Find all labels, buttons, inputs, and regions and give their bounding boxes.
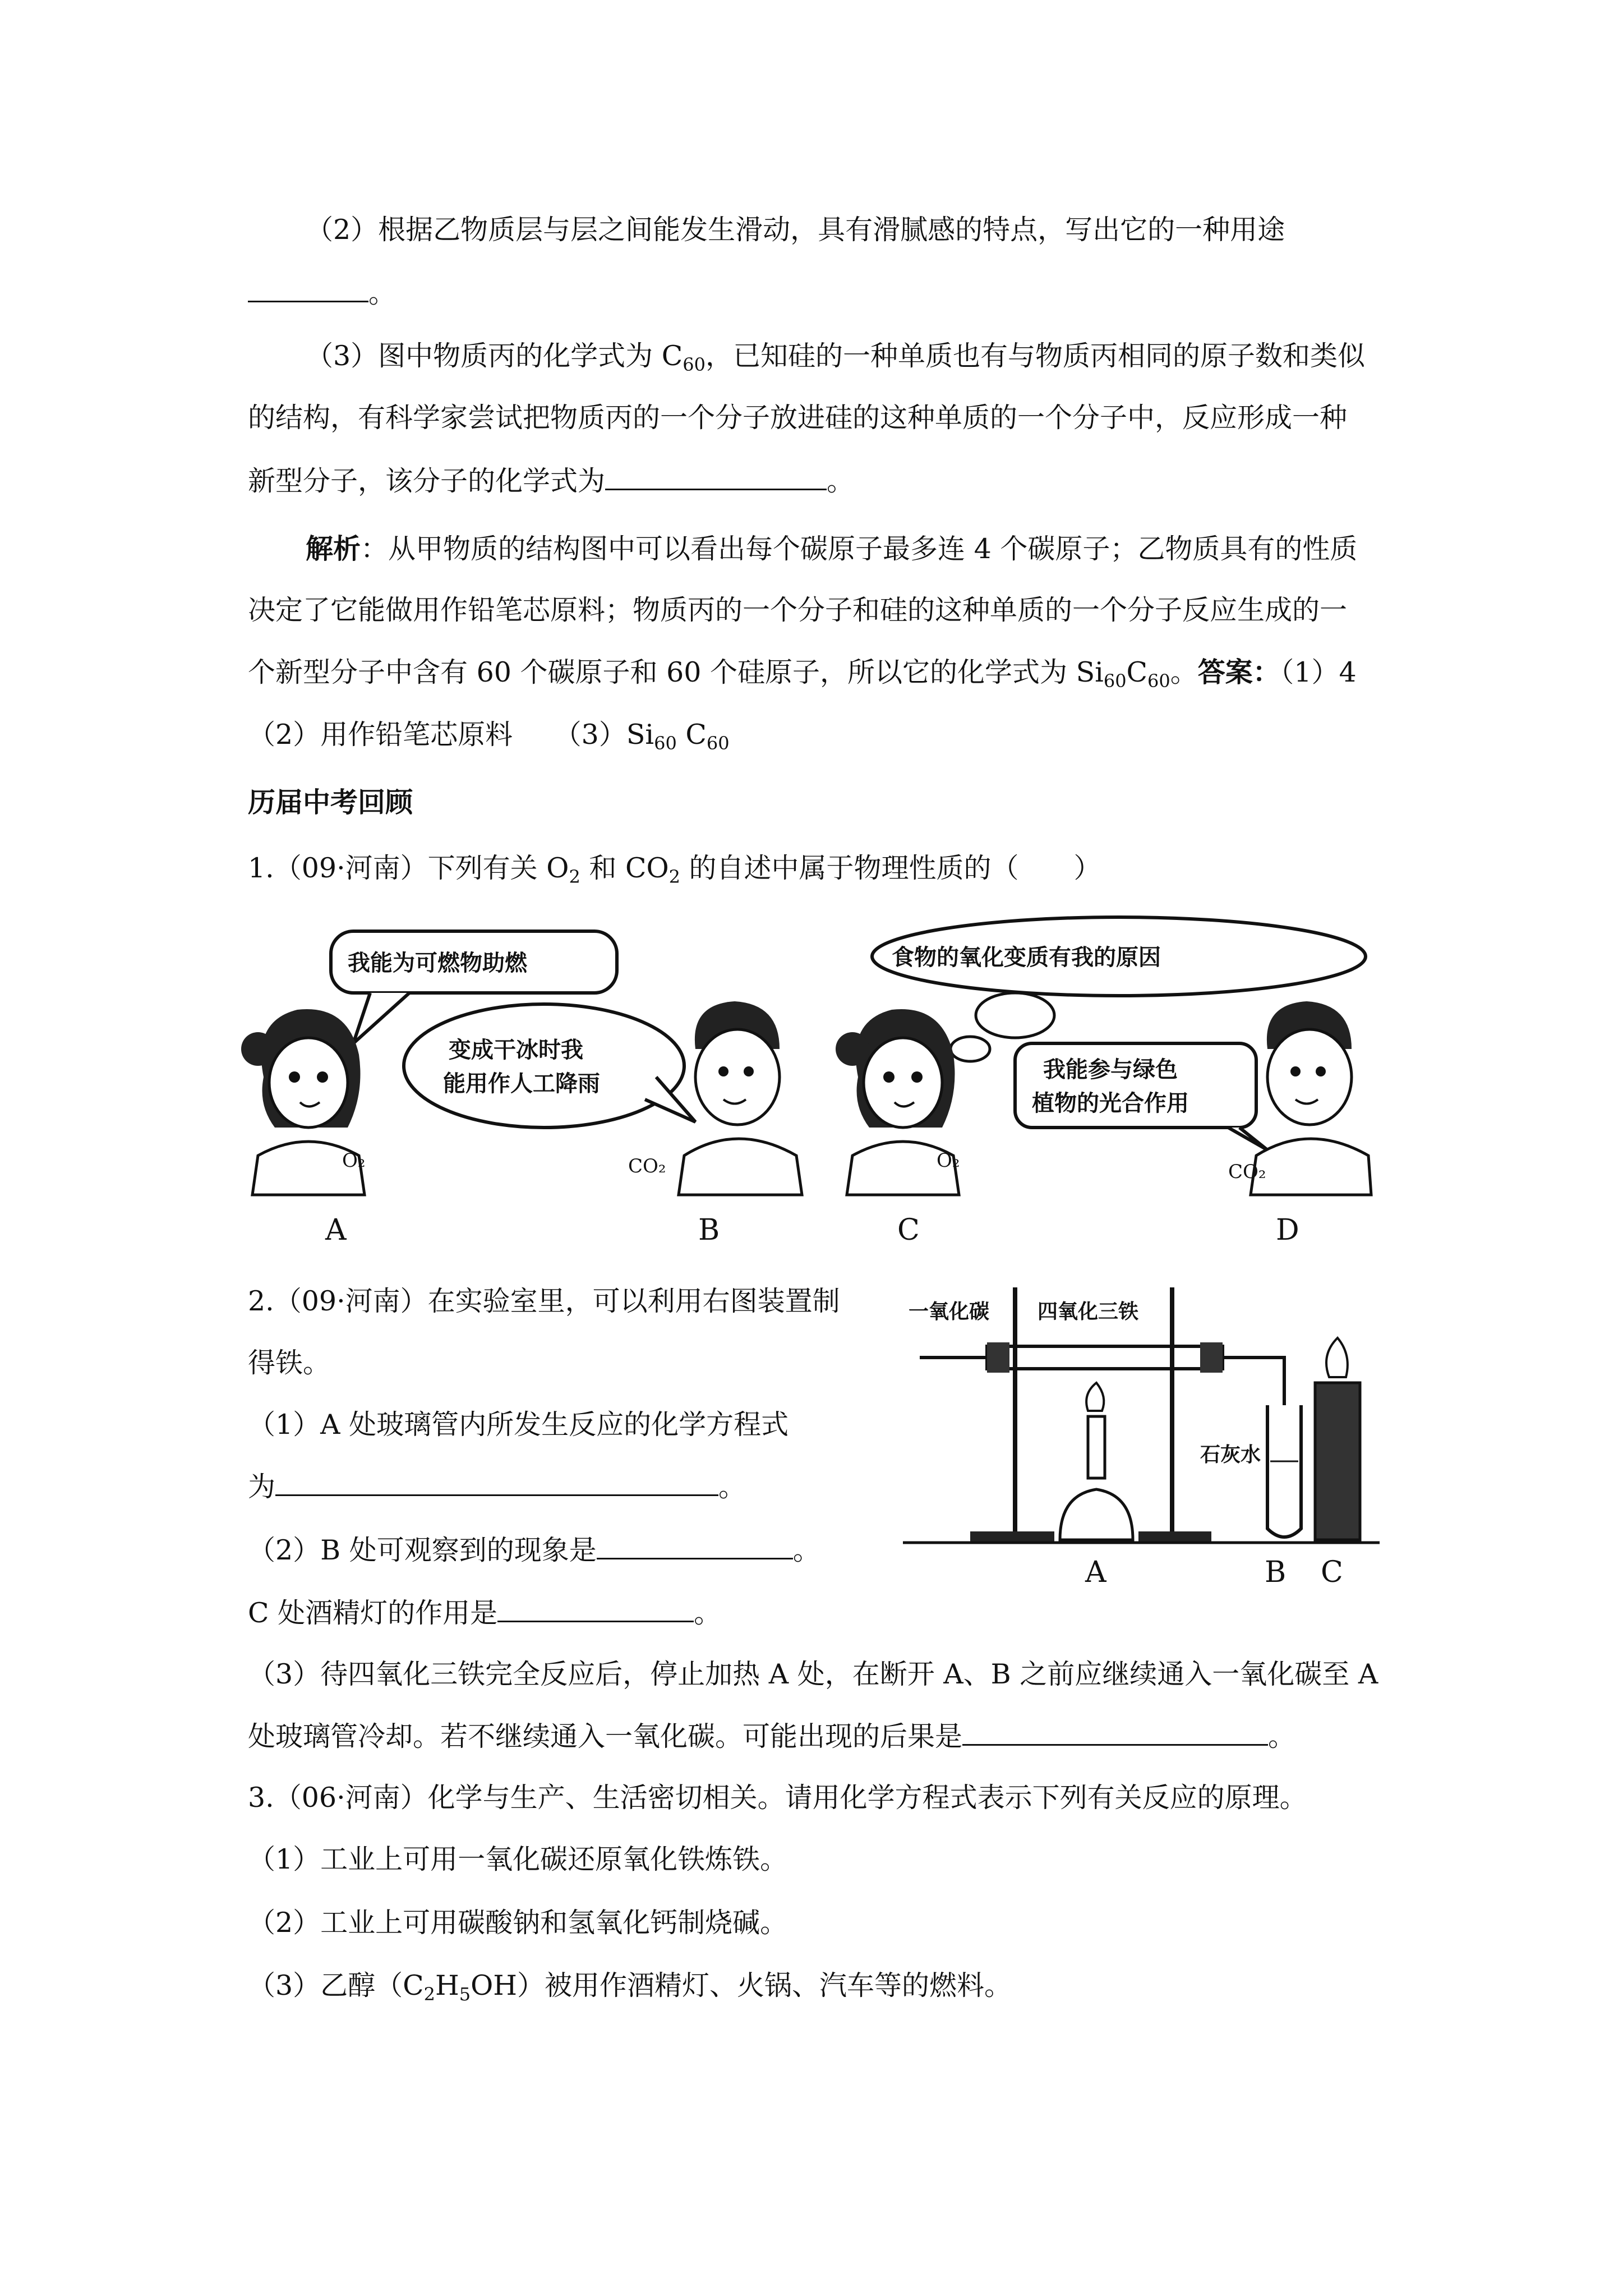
label-co2-b: CO₂ bbox=[628, 1155, 666, 1177]
speech-bubble-b bbox=[404, 1004, 695, 1128]
section-title: 历届中考回顾 bbox=[248, 786, 413, 818]
stand-base-left bbox=[970, 1531, 1054, 1543]
q2-apparatus-figure bbox=[903, 1276, 1380, 1589]
q2-part1-line1: （1）A 处玻璃管内所发生反应的化学方程式 bbox=[248, 1409, 789, 1441]
alcohol-lamp-a bbox=[1060, 1383, 1133, 1540]
option-b-label: B bbox=[698, 1213, 720, 1247]
q3-part2: （2）工业上可用碳酸钠和氢氧化钙制烧碱。 bbox=[248, 1907, 788, 1939]
speech-bubble-d bbox=[1015, 1043, 1267, 1150]
q2-stem-line2: 得铁。 bbox=[248, 1347, 331, 1379]
girl-character-a bbox=[241, 1009, 366, 1195]
answer-blank bbox=[605, 464, 827, 490]
stopper-left bbox=[987, 1342, 1009, 1373]
q3-part1: （1）工业上可用一氧化碳还原氧化铁炼铁。 bbox=[248, 1843, 788, 1875]
option-d-label: D bbox=[1276, 1213, 1299, 1247]
answer-blank bbox=[962, 1719, 1268, 1746]
q2-part2-line1: （2）B 处可观察到的现象是 。 bbox=[248, 1534, 820, 1566]
q1-cartoon-figure bbox=[241, 909, 1374, 1257]
option-a-label: A bbox=[325, 1213, 347, 1247]
alcohol-lamp-c bbox=[1315, 1338, 1360, 1540]
answer-line: （2）用作铅笔芯原料 $(3)Si_{60}$ $C_{60}$ bbox=[248, 719, 730, 754]
label-iron-oxide: 四氧化三铁 bbox=[1038, 1300, 1139, 1323]
analysis-line1: 解析：从甲物质的结构图中可以看出每个碳原子最多连 4 个碳原子；乙物质具有的性质 bbox=[306, 532, 1358, 565]
analysis-line2: 决定了它能做用作铅笔芯原料；物质丙的一个分子和硅的这种单质的一个分子反应生成的一 bbox=[248, 594, 1348, 626]
q-prev-part3-line2: 的结构，有科学家尝试把物质丙的一个分子放进硅的这种单质的一个分子中，反应形成一种 bbox=[248, 402, 1348, 434]
analysis-line3: 个新型分子中含有 60 个碳原子和 60 个硅原子，所以它的化学式为 $Si_{60}C_{60}$。答案：（1）4 bbox=[248, 656, 1357, 692]
answer-blank bbox=[597, 1533, 793, 1559]
answer-blank bbox=[248, 276, 368, 302]
q-prev-part2-line2: 。 bbox=[248, 276, 396, 310]
bubble-c-text: 食物的氧化变质有我的原因 bbox=[892, 945, 1161, 970]
option-c-label: C bbox=[897, 1213, 920, 1247]
stand-base-right bbox=[1138, 1531, 1211, 1543]
stopper-right bbox=[1200, 1342, 1223, 1373]
glass-tube bbox=[987, 1346, 1223, 1369]
q-prev-part2-line1: （2）根据乙物质层与层之间能发生滑动，具有滑腻感的特点，写出它的一种用途 bbox=[306, 214, 1285, 246]
q2-part1-line2: 为 。 bbox=[248, 1471, 746, 1503]
q1-stem: 1.（09·河南）下列有关 $O_2$ 和 $CO_2$ 的自述中属于物理性质的（ ） bbox=[248, 852, 1101, 887]
label-o2-c: O₂ bbox=[937, 1149, 960, 1172]
label-limewater: 石灰水 bbox=[1200, 1443, 1261, 1466]
apparatus-label-b: B bbox=[1265, 1556, 1287, 1589]
q-prev-part3-line1: （3）图中物质丙的化学式为 $C_{60}$，已知硅的一种单质也有与物质丙相同的原子数和类似 bbox=[306, 340, 1365, 375]
bubble-b-text-1: 变成干冰时我 bbox=[449, 1037, 583, 1063]
q-prev-part3-line3: 新型分子，该分子的化学式为 。 bbox=[248, 465, 855, 497]
apparatus-label-c: C bbox=[1321, 1556, 1343, 1589]
label-carbon-monoxide: 一氧化碳 bbox=[909, 1300, 990, 1323]
q3-stem: 3.（06·河南）化学与生产、生活密切相关。请用化学方程式表示下列有关反应的原理。 bbox=[248, 1782, 1307, 1814]
girl-character-c bbox=[836, 1009, 960, 1195]
answer-blank bbox=[275, 1470, 718, 1496]
bubble-d-text-2: 植物的光合作用 bbox=[1032, 1091, 1189, 1116]
apparatus-label-a: A bbox=[1085, 1556, 1106, 1589]
bubble-d-text-1: 我能参与绿色 bbox=[1043, 1057, 1178, 1083]
q2-stem-line1: 2.（09·河南）在实验室里，可以利用右图装置制 bbox=[248, 1285, 840, 1317]
q2-part3-line2: 处玻璃管冷却。若不继续通入一氧化碳。可能出现的后果是 。 bbox=[248, 1720, 1296, 1752]
q3-part3: （3）乙醇$(C_2H_5OH)$被用作酒精灯、火锅、汽车等的燃料。 bbox=[248, 1970, 1012, 2005]
bubble-a-text: 我能为可燃物助燃 bbox=[348, 950, 527, 976]
label-o2-a: O₂ bbox=[342, 1149, 366, 1172]
bubble-b-text-2: 能用作人工降雨 bbox=[443, 1071, 600, 1097]
label-co2-d: CO₂ bbox=[1228, 1161, 1266, 1183]
q2-part2-line2: C 处酒精灯的作用是 。 bbox=[248, 1597, 722, 1629]
q2-part3-line1: （3）待四氧化三铁完全反应后，停止加热 A 处，在断开 A、B 之前应继续通入一氧化碳至 A bbox=[248, 1658, 1378, 1690]
test-tube-b bbox=[1267, 1405, 1301, 1537]
answer-blank bbox=[497, 1596, 694, 1622]
